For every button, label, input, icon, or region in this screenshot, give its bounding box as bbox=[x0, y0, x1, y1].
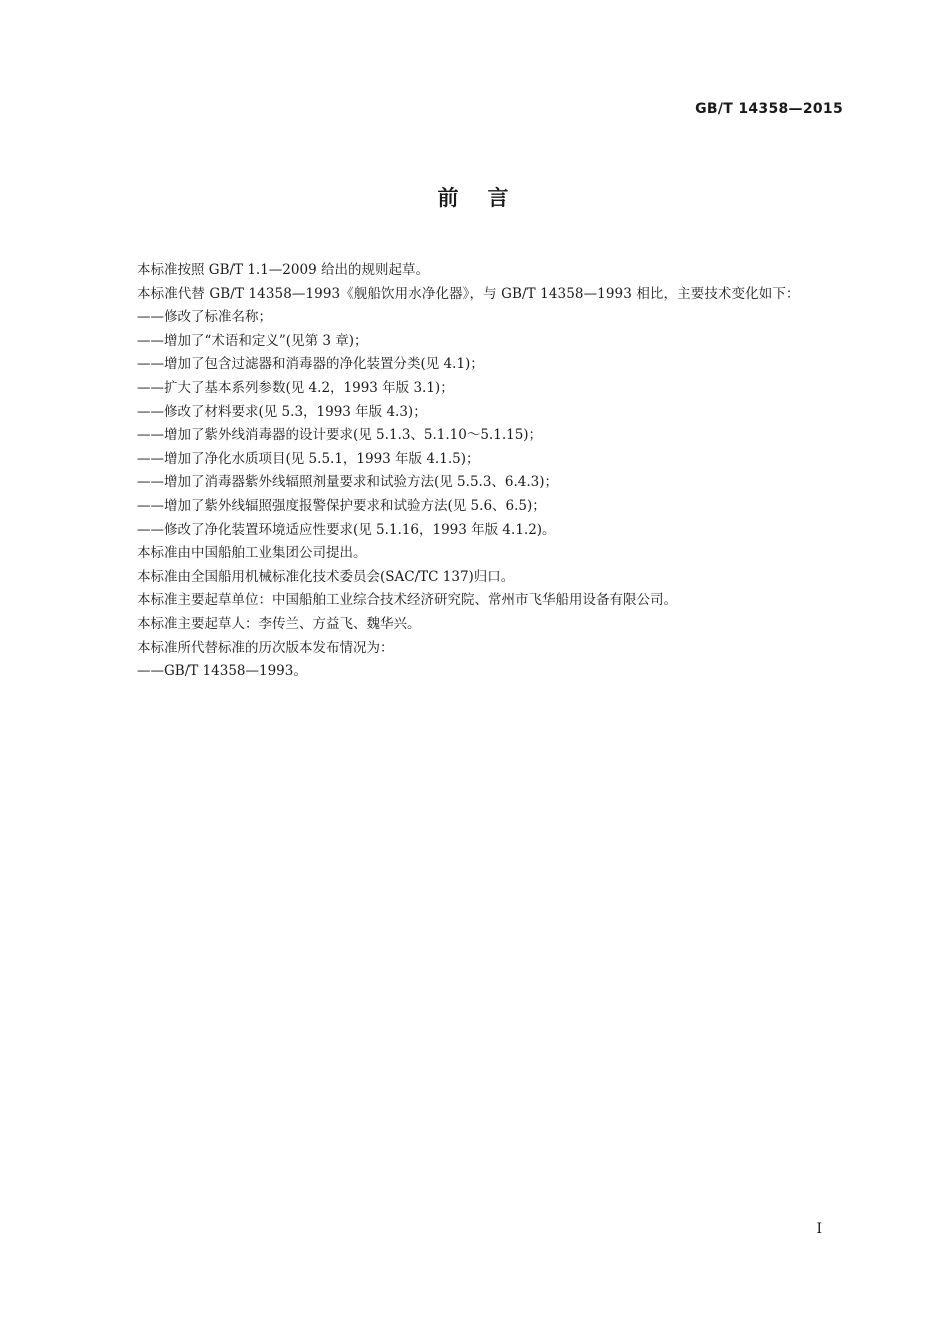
change-item: ——增加了消毒器紫外线辐照剂量要求和试验方法(见 5.5.3、6.4.3)； bbox=[137, 474, 559, 491]
paragraph-history-intro: 本标准所代替标准的历次版本发布情况为： bbox=[137, 639, 394, 656]
change-item: ——修改了材料要求(见 5.3，1993 年版 4.3)； bbox=[137, 403, 427, 420]
change-item: ——增加了紫外线辐照强度报警保护要求和试验方法(见 5.6、6.5)； bbox=[137, 497, 546, 514]
change-item: ——增加了包含过滤器和消毒器的净化装置分类(见 4.1)； bbox=[137, 356, 484, 373]
change-item: ——扩大了基本系列参数(见 4.2，1993 年版 3.1)； bbox=[137, 379, 454, 396]
standard-code: GB/T 14358—2015 bbox=[695, 101, 843, 117]
paragraph-drafting-units: 本标准主要起草单位：中国船舶工业综合技术经济研究院、常州市飞华船用设备有限公司。 bbox=[137, 592, 677, 609]
change-item: ——修改了标准名称； bbox=[137, 309, 272, 326]
paragraph-replacement: 本标准代替 GB/T 14358—1993《舰船饮用水净化器》，与 GB/T 14358—1993 相比，主要技术变化如下： bbox=[137, 285, 800, 302]
paragraph-drafters: 本标准主要起草人：李传兰、方益飞、魏华兴。 bbox=[137, 615, 421, 632]
change-item: ——增加了紫外线消毒器的设计要求(见 5.1.3、5.1.10～5.1.15)； bbox=[137, 427, 543, 444]
document-body bbox=[108, 259, 844, 684]
history-item: ——GB/T 14358—1993。 bbox=[137, 663, 307, 680]
change-item: ——增加了“术语和定义”(见第 3 章)； bbox=[137, 332, 368, 349]
paragraph-proposer: 本标准由中国船舶工业集团公司提出。 bbox=[137, 545, 367, 562]
page-number: I bbox=[816, 1221, 822, 1237]
paragraph-drafting-rules: 本标准按照 GB/T 1.1—2009 给出的规则起草。 bbox=[137, 262, 429, 278]
change-item: ——增加了净化水质项目(见 5.5.1，1993 年版 4.1.5)； bbox=[137, 450, 480, 467]
change-item: ——修改了净化装置环境适应性要求(见 5.1.16，1993 年版 4.1.2)。 bbox=[137, 521, 556, 538]
paragraph-committee: 本标准由全国船用机械标准化技术委员会(SAC/TC 137)归口。 bbox=[137, 568, 515, 585]
page-title: 前 言 bbox=[437, 186, 513, 210]
